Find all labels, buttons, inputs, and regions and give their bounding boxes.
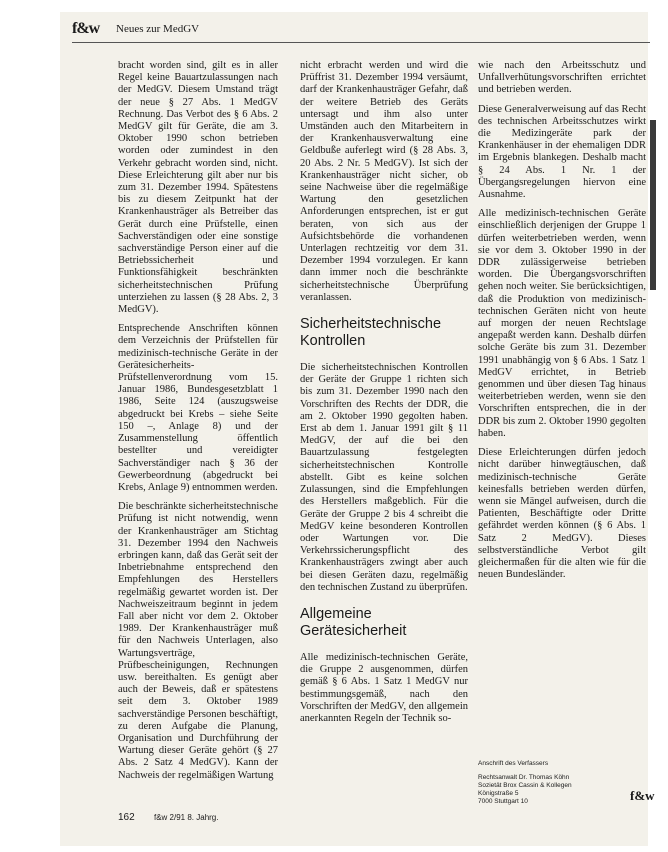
footer-logo: f&w [630, 788, 655, 803]
paragraph: Diese Generalverweisung auf das Recht des technischen Arbeitsschutzes wirkt die Medizingeräte park der Krankenhäuser in der ehemaligen DDR im Ergebnis blankegen. Deshalb macht § 24 Abs. 1 Nr. 1 der Übergangsregelungen hiervon eine Ausnahme. [478, 103, 646, 201]
heading-safety-checks: Sicherheitstechnische Kontrollen [300, 316, 442, 350]
page-header [72, 16, 650, 43]
paragraph: Die sicherheitstechnischen Kontrollen der Geräte der Gruppe 1 richten sich bis zum 31. Dezember 1990 nach den Vorschriften des Rechts der DDR, die am 2. Oktober 1990 gegolten haben. Erst ab dem 1. Januar 1991 gilt § 11 MedGV, der auf die bei den Bauartzulassung festgelegten sicherheitstechnischen Kontrolle abstellt. Gibt es keine solchen Zulassungen, sind die Empfehlungen des Herstellers maßgeblich. Für die Geräte der Gruppe 2 bis 4 schreibt die MedGV keine besonderen Kontrollen oder Wartungen vor. Die Verkehrssicherungspflicht des Krankenhausträgers zwingt aber auch bei diesen Geräten dazu, regelmäßig den technischen Zustand zu überprüfen. [300, 362, 468, 593]
footnote-line: Sozietät Brox Cassin & Kollegen [478, 782, 572, 789]
paragraph: nicht erbracht werden und wird die Prüffrist 31. Dezember 1994 versäumt, darf der Krankenhausträger Gefahr, daß der weitere Betrieb des Geräts untersagt und ihm also unter Umständen auch den Mitarbeitern in der Krankenhausverwaltung eine Geldbuße auferlegt wird (§ 28 Abs. 3, 20 Abs. 2 Nr. 5 MedGV). Ist sich der Krankenhausträger nicht sicher, ob seine Nachweise über die regelmäßige Wartung den gesetzlichen Anforderungen entsprechen, ist er gut beraten, von sich aus der Aufsichtsbehörde die vorhandenen Unterlagen rechtzeitig vor dem 31. Dezember 1994 vorzulegen. Er kann dann immer noch die beschränkte sicherheitstechnische Überprüfung veranlassen. [300, 60, 468, 303]
footnote-line: Rechtsanwalt Dr. Thomas Köhn [478, 774, 570, 781]
paragraph: Die beschränkte sicherheitstechnische Prüfung ist nicht notwendig, wenn der Krankenhausträger am Stichtag 31. Dezember 1994 den Nachweis erbringen kann, daß das Gerät seit der Inbetriebnahme entsprechend den Empfehlungen des Herstellers regelmäßig gewartet worden ist. Der Nachweiszeitraum beginnt in jedem Fall aber nicht vor dem 2. Oktober 1989. Der Krankenhausträger muß für den Nachweis Unterlagen, also Wartungsverträge, Prüfbescheinigungen, Rechnungen usw. bereithalten. Es genügt aber auch der Beweis, daß er spätestens seit dem 3. Oktober 1989 sachverständige Personen beschäftigt, zu deren Aufgabe die Planung, Organisation und Durchführung der Wartung dieser Geräte gehört (§ 27 Abs. 2 Satz 4 MedGV). Kann der Nachweis der regelmäßigen Wartung [118, 501, 278, 781]
column-1 [118, 60, 278, 789]
issue-reference: f&w 2/91 8. Jahrg. [154, 813, 219, 822]
journal-logo: f&w [72, 20, 100, 37]
footnote-line: Königstraße 5 [478, 790, 519, 797]
paragraph: Alle medizinisch-technischen Geräte einschließlich derjenigen der Gruppe 1 dürfen weiterbetrieben werden, wenn sie vor dem 3. Oktober 1990 in der DDR zulässigerweise betrieben worden. Die Übergangsvorschriften gehen noch weiter. Sie berücksichtigen, daß die Produktion von medizinisch-technischen Geräten nicht von heute auf morgen der neuen Rechtslage angepaßt werden kann. Deshalb dürfen solche Geräte bis zum 31. Dezember 1991 unabhängig von § 6 Abs. 1 Satz 1 MedGV errichtet, in Betrieb genommen und über diesen Tag hinaus weiterbetrieben werden, wenn sie den Vorschriften entsprechen, die in der DDR bis zum 2. Oktober 1990 gegolten haben. [478, 208, 646, 439]
paragraph: bracht worden sind, gilt es in aller Regel keine Bauartzulassungen nach der MedGV. Diesem Umstand trägt der neue § 27 Abs. 1 MedGV Rechnung. Das Verbot des § 6 Abs. 2 MedGV gilt für Geräte, die am 3. Oktober 1990 schon betrieben worden oder zumindest in den Verkehr gebracht worden sind, nicht. Diese Erleichterung gilt aber nur bis zum 31. Dezember 1994. Spätestens bis zu diesem Zeitpunkt hat der Krankenhausträger als Betreiber das Gerät durch eine Prüfstelle, einen Sachverständigen oder eine sonstige sachverständige Person einer auf die Betriebssicherheit und Funktionsfähigkeit beschränkten sicherheitstechnischen Prüfung unterziehen zu lassen (§ 28 Abs. 2, 3 MedGV). [118, 60, 278, 316]
page-number: 162 [118, 812, 135, 823]
scan-margin [0, 0, 60, 852]
paragraph: Alle medizinisch-technischen Geräte, die Gruppe 2 ausgenommen, dürfen gemäß § 6 Abs. 1 Satz 1 MedGV nur bestimmungsgemäß, nach den Vorschriften der MedGV, den allgemein anerkannten Regeln der Technik so- [300, 651, 468, 724]
column-3 [478, 60, 646, 588]
section-title: Neues zur MedGV [116, 23, 200, 35]
footnote-title: Anschrift des Verfassers [478, 760, 549, 767]
author-address [478, 760, 628, 806]
column-2 [300, 60, 468, 732]
paragraph: Diese Erleichterungen dürfen jedoch nicht darüber hinwegtäuschen, daß medizinisch-technische Geräte keinesfalls betrieben werden dürfen, wenn sie Mängel aufweisen, durch die Patienten, Beschäftigte oder Dritte gefährdet werden können (§ 6 Abs. 1 Satz 2 MedGV). Dieses selbstverständliche Verbot gilt gleichermaßen für die alten wie für die neuen Bundesländer. [478, 447, 646, 581]
paragraph: wie nach den Arbeitsschutz und Unfallverhütungsvorschriften errichtet und betrieben werden. [478, 60, 646, 96]
page-edge-bar [650, 120, 656, 290]
paragraph: Entsprechende Anschriften können dem Verzeichnis der Prüfstellen für medizinisch-technische Geräte in der Gerätesicherheits-Prüfstellenverordnung vom 15. Januar 1986, Bundesgesetzblatt 1 1986, Seite 124 (auszugsweise abgedruckt bei Krebs – siehe Seite 150 –, Anlage 8) und der Zusammenstellung öffentlich bestellter und vereidigter Sachverständiger nach § 36 der Gewerbeordnung (abgedruckt bei Krebs, Anlage 9) entnommen werden. [118, 323, 278, 493]
footnote-line: 7000 Stuttgart 10 [478, 798, 528, 805]
heading-general-safety: Allgemeine Gerätesicherheit [300, 605, 407, 639]
